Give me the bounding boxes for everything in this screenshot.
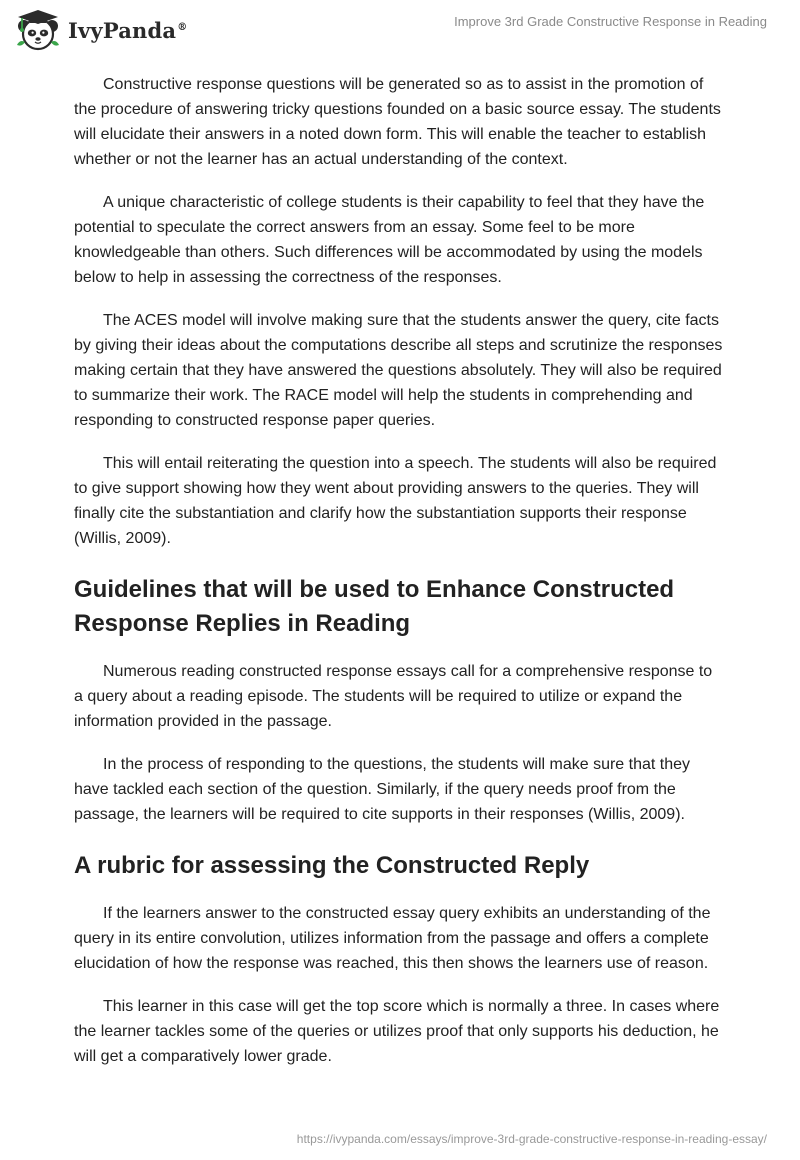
brand-name: IvyPanda® — [68, 17, 188, 43]
panda-graduate-icon — [14, 9, 64, 51]
paragraph: A unique characteristic of college students is their capability to feel that they have the potential to speculate the correct answers from an essay. Some feel to be more knowledgeable than others. Such differences will be accommodated by using the models below to help in assessing the correctness of the responses. — [74, 194, 705, 286]
paragraph: This learner in this case will get the top score which is normally a three. In cases where the learner tackles some of the queries or utilizes proof that only supports his deduction, he will get a comparatively lower grade. — [74, 998, 720, 1065]
paragraph: Numerous reading constructed response essays call for a comprehensive response to a query about a reading episode. The students will be required to utilize or expand the information provided in the passage. — [74, 663, 713, 730]
source-url[interactable]: https://ivypanda.com/essays/improve-3rd-grade-constructive-response-in-reading-essay/ — [296, 1132, 767, 1146]
paragraph: The ACES model will involve making sure that the students answer the query, cite facts by giving their ideas about the computations describe all steps and scrutinize the responses making certain that they have answered the questions absolutely. They will also be required to summarize their work. The RACE model will help the students in comprehending and responding to constructed response paper queries. — [74, 312, 723, 429]
section-heading: A rubric for assessing the Constructed Reply — [74, 852, 590, 879]
section-heading: Guidelines that will be used to Enhance Constructed Response Replies in Reading — [74, 576, 675, 637]
registered-mark: ® — [177, 21, 188, 33]
paragraph: In the process of responding to the questions, the students will make sure that they have tackled each section of the question. Similarly, if the query needs proof from the passage, the learners will be required to cite supports in their responses (Willis, 2009). — [74, 756, 691, 823]
document-title: Improve 3rd Grade Constructive Response in Reading — [454, 14, 767, 29]
paragraph: This will entail reiterating the question into a speech. The students will also be required to give support showing how they went about providing answers to the queries. They will finally cite the substantiation and clarify how the substantiation supports their response (Willis, 2009). — [74, 455, 717, 547]
paragraph: Constructive response questions will be generated so as to assist in the promotion of the procedure of answering tricky questions founded on a basic source essay. The students will elucidate their answers in a noted down form. This will enable the teacher to establish whether or not the learner has an actual understanding of the context. — [74, 76, 721, 168]
ivypanda-logo[interactable] — [14, 9, 187, 51]
paragraph: If the learners answer to the constructed essay query exhibits an understanding of the query in its entire convolution, utilizes information from the passage and offers a complete elucidation of how the response was reached, this then shows the learners use of reason. — [74, 905, 711, 972]
page-header — [0, 0, 800, 66]
essay-body — [74, 72, 724, 1087]
